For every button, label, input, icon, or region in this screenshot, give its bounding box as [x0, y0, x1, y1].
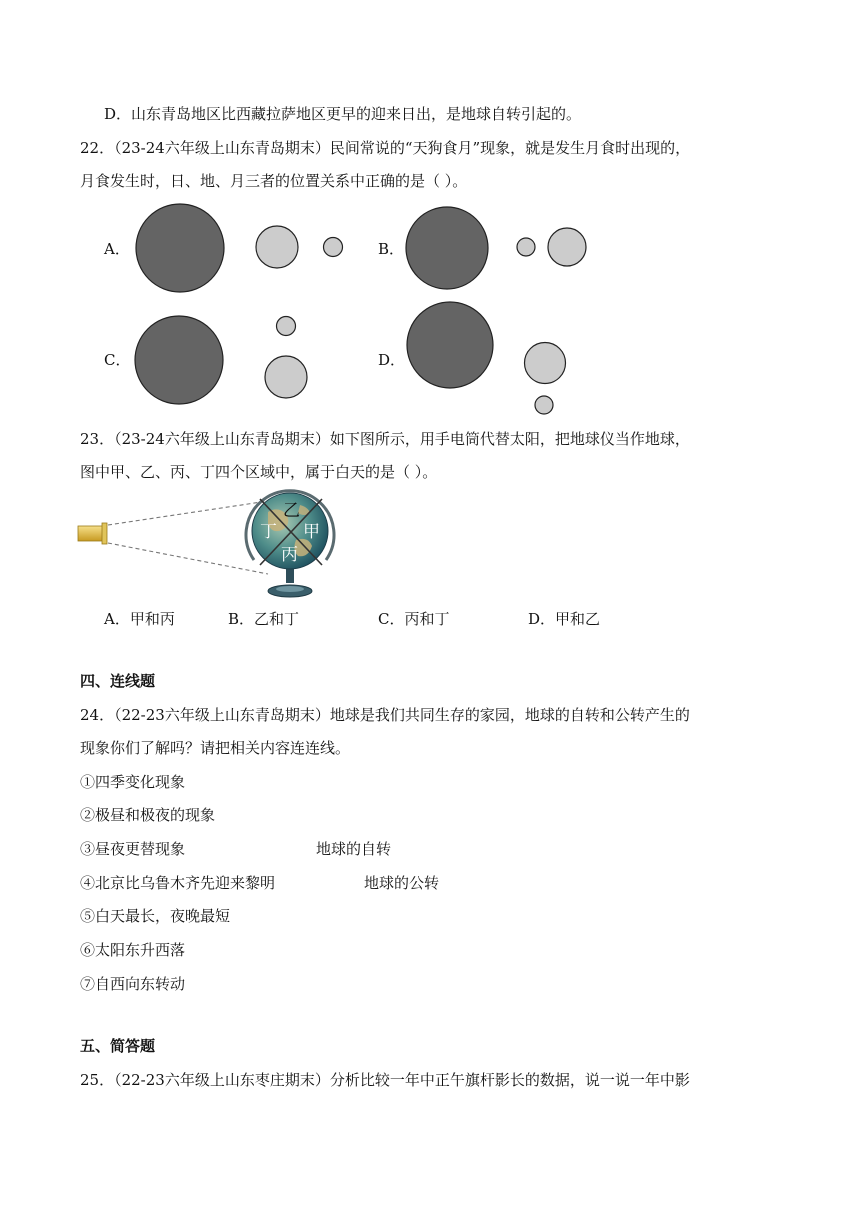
- flashlight-icon: [78, 526, 104, 541]
- q23-option-b: B．乙和丁: [228, 610, 300, 628]
- q23-option-a: A．甲和丙: [104, 610, 175, 628]
- q24-stem-line1: 24．（22-23六年级上山东青岛期末）地球是我们共同生存的家园，地球的自转和公转产生的: [80, 706, 690, 724]
- q22-option-b-label: B．: [378, 240, 405, 258]
- region-jia-label: 甲: [303, 522, 320, 542]
- light-ray-top: [108, 501, 268, 525]
- q24-item-7: ⑦自西向东转动: [80, 975, 186, 993]
- q22-option-c-label: C．: [104, 351, 131, 369]
- q24-item-1: ①四季变化现象: [80, 773, 186, 791]
- q22-stem-line2: 月食发生时，日、地、月三者的位置关系中正确的是（ ）。: [80, 172, 468, 190]
- q21-option-d: D．山东青岛地区比西藏拉萨地区更早的迎来日出，是地球自转引起的。: [104, 105, 582, 123]
- q23-option-c: C．丙和丁: [378, 610, 450, 628]
- light-ray-bottom: [108, 543, 268, 574]
- section-5-title: 五、简答题: [80, 1037, 156, 1055]
- q24-item-3: ③昼夜更替现象: [80, 840, 186, 858]
- q24-item-6: ⑥太阳东升西落: [80, 941, 186, 959]
- q22-option-a-label: A．: [104, 240, 130, 258]
- q24-item-5: ⑤白天最长，夜晚最短: [80, 907, 231, 925]
- section-4-title: 四、连线题: [80, 672, 156, 690]
- q23-stem-line1: 23．（23-24六年级上山东青岛期末）如下图所示，用手电筒代替太阳，把地球仪当作地球，: [80, 430, 690, 448]
- q24-item-4: ④北京比乌鲁木齐先迎来黎明: [80, 874, 276, 892]
- q22-option-d-label: D．: [378, 351, 406, 369]
- region-ding-label: 丁: [260, 522, 277, 542]
- q24-item-2: ②极昼和极夜的现象: [80, 806, 216, 824]
- q24-target-rotation: 地球的自转: [316, 840, 392, 858]
- region-bing-label: 丙: [281, 545, 298, 565]
- q24-stem-line2: 现象你们了解吗？请把相关内容连连线。: [80, 739, 351, 757]
- q22-stem-line1: 22．（23-24六年级上山东青岛期末）民间常说的“天狗食月”现象，就是发生月食时出现的，: [80, 139, 691, 157]
- region-yi-label: 乙: [283, 501, 300, 521]
- q24-target-revolution: 地球的公转: [364, 874, 440, 892]
- q23-option-d: D．甲和乙: [528, 610, 601, 628]
- q25-stem-line1: 25．（22-23六年级上山东枣庄期末）分析比较一年中正午旗杆影长的数据，说一说一年中影: [80, 1071, 690, 1089]
- q23-stem-line2: 图中甲、乙、丙、丁四个区域中，属于白天的是（ ）。: [80, 463, 438, 481]
